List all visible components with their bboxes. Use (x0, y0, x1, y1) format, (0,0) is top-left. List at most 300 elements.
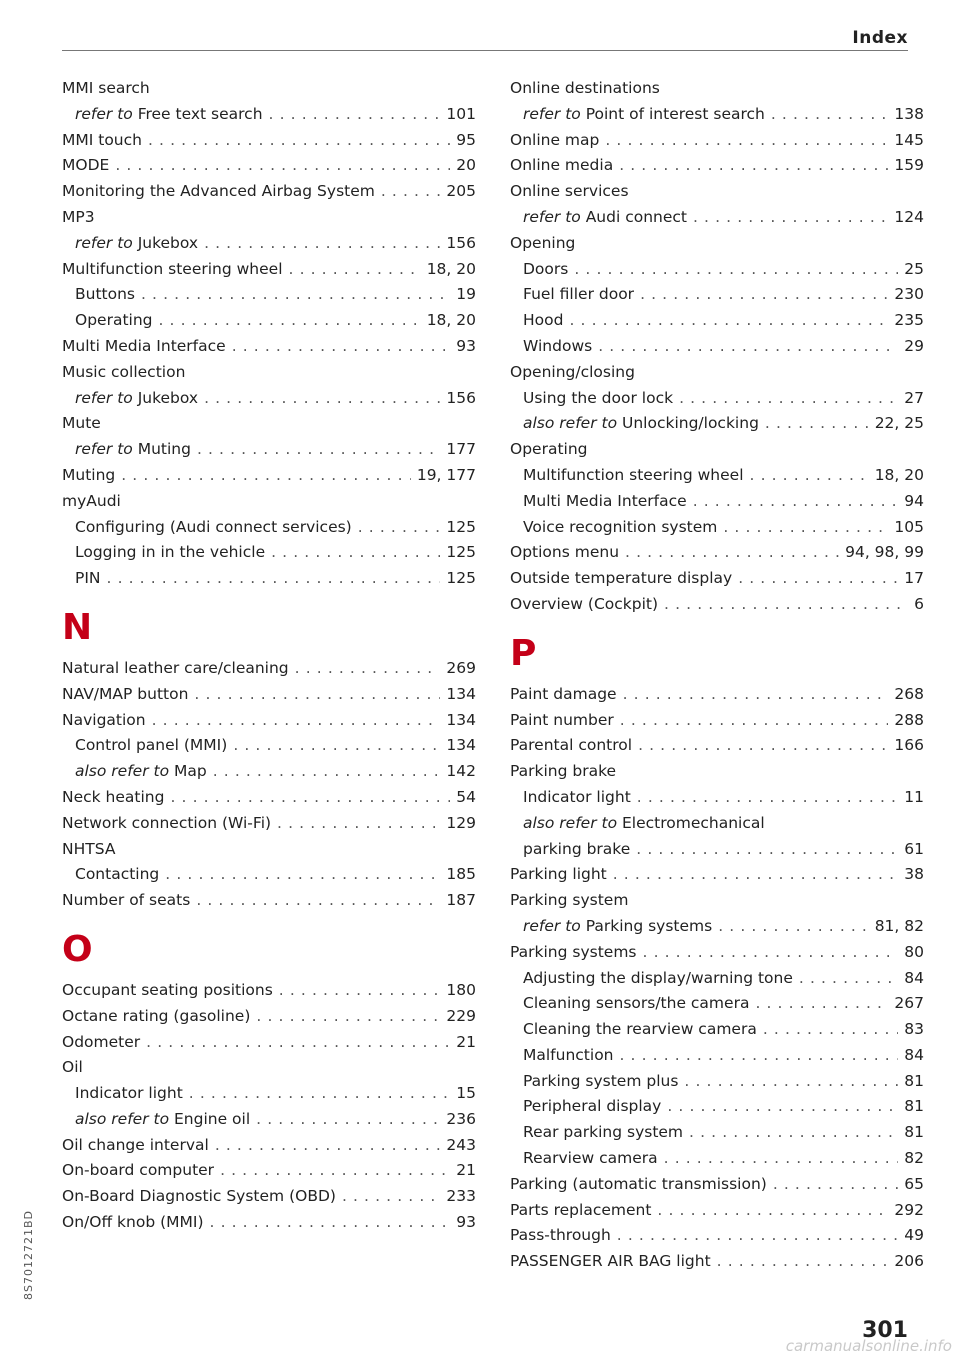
index-subentry (62, 515, 476, 541)
index-entry (62, 76, 476, 102)
index-term (75, 515, 352, 541)
index-term-text: Rear parking system (523, 1123, 684, 1142)
index-term-text: Online services (510, 182, 629, 201)
index-term (62, 360, 185, 386)
index-term (75, 231, 198, 257)
index-term (62, 978, 273, 1004)
index-term-text: Online destinations (510, 79, 660, 97)
index-term (510, 437, 588, 463)
index-page-ref: 138 (894, 104, 924, 123)
index-term (510, 231, 575, 257)
index-subentry (510, 386, 924, 412)
index-term (510, 708, 614, 734)
index-entry (510, 862, 924, 888)
index-term (510, 153, 613, 179)
index-term-text: Jukebox (137, 233, 199, 252)
index-entry (62, 1158, 476, 1184)
index-term-text: Multifunction steering wheel (523, 465, 744, 484)
index-page-ref: 267 (894, 994, 924, 1013)
index-entry (510, 682, 924, 708)
index-term-text: Oil change interval (62, 1135, 209, 1154)
dot-leader (773, 1172, 898, 1198)
index-page-ref: 54 (456, 787, 476, 806)
dot-leader (689, 1120, 898, 1146)
index-subentry (510, 991, 924, 1017)
index-entry (62, 179, 476, 205)
index-term-text: Opening/closing (510, 362, 635, 381)
index-entry (62, 360, 476, 386)
dot-leader (717, 1249, 889, 1275)
index-page-ref: 129 (446, 813, 476, 832)
index-page-ref: 84 (904, 1045, 924, 1064)
index-term (523, 386, 673, 412)
index-page-ref: 156 (446, 388, 476, 407)
index-entry (510, 566, 924, 592)
index-term-text: NAV/MAP button (62, 684, 189, 703)
index-term-text: Parental control (510, 736, 633, 755)
index-term (510, 179, 629, 205)
index-subentry (510, 463, 924, 489)
index-page-ref: 230 (894, 285, 924, 304)
index-page-ref: 233 (446, 1187, 476, 1206)
index-entry (510, 540, 924, 566)
index-entry (62, 463, 476, 489)
index-term-text: Control panel (MMI) (75, 736, 228, 755)
index-term-text: Adjusting the display/warning tone (523, 968, 793, 987)
index-page-ref: 11 (904, 787, 924, 806)
page-header-title: Index (852, 28, 908, 48)
index-term (62, 463, 115, 489)
index-page-ref: 229 (446, 1006, 476, 1025)
index-entry (62, 978, 476, 1004)
index-subentry (62, 540, 476, 566)
dot-leader (342, 1184, 440, 1210)
index-term (523, 1094, 661, 1120)
index-entry (62, 837, 476, 863)
index-term (510, 759, 616, 785)
index-term-text: Odometer (62, 1032, 141, 1051)
index-subentry (62, 733, 476, 759)
dot-leader (620, 708, 889, 734)
index-page-ref: 80 (904, 942, 924, 961)
dot-leader (141, 282, 450, 308)
index-term (523, 1017, 757, 1043)
index-term-text: Point of interest search (585, 104, 765, 123)
index-entry (62, 489, 476, 515)
dot-leader (693, 489, 899, 515)
index-term-text: Parking systems (585, 916, 713, 935)
index-entry (62, 1004, 476, 1030)
index-term-text: Network connection (Wi-Fi) (62, 813, 272, 832)
index-term-text: Hood (523, 311, 564, 330)
index-term (523, 308, 563, 334)
dot-leader (197, 437, 440, 463)
index-term (523, 914, 712, 940)
index-term (75, 282, 135, 308)
index-entry (62, 1055, 476, 1081)
index-subentry (510, 785, 924, 811)
dot-leader (771, 102, 889, 128)
index-subentry (62, 102, 476, 128)
index-page-ref: 49 (904, 1226, 924, 1245)
index-term (62, 656, 289, 682)
index-entry (62, 656, 476, 682)
dot-leader (204, 386, 440, 412)
dot-leader (664, 1146, 899, 1172)
index-term (523, 991, 749, 1017)
index-term (510, 1198, 651, 1224)
dot-leader (170, 785, 450, 811)
index-term-text: Multifunction steering wheel (62, 259, 283, 278)
dot-leader (233, 733, 440, 759)
index-term (510, 592, 658, 618)
index-entry (510, 231, 924, 257)
index-entry (62, 1184, 476, 1210)
index-entry (510, 708, 924, 734)
index-term-text: Buttons (75, 285, 135, 304)
index-term-text: Muting (62, 465, 116, 484)
cross-reference-prefix: refer to (75, 440, 133, 459)
index-entry (510, 179, 924, 205)
index-page-ref: 15 (456, 1084, 476, 1103)
index-page-ref: 177 (446, 440, 476, 459)
index-term (510, 540, 619, 566)
index-term-text: PIN (75, 569, 101, 588)
index-subentry (510, 1146, 924, 1172)
index-term (75, 540, 265, 566)
index-subentry (510, 489, 924, 515)
index-term-text: Parking system (510, 891, 629, 910)
index-page-ref: 84 (904, 968, 924, 987)
index-page-ref: 243 (446, 1135, 476, 1154)
index-term (510, 1249, 711, 1275)
index-term (523, 463, 744, 489)
index-page-ref: 292 (894, 1200, 924, 1219)
index-term (62, 334, 226, 360)
index-term-text: Multi Media Interface (62, 336, 226, 355)
index-subentry (62, 231, 476, 257)
cross-reference-prefix: also refer to (75, 762, 170, 781)
dot-leader (194, 682, 440, 708)
index-term (510, 360, 635, 386)
index-term-text: Windows (523, 336, 593, 355)
dot-leader (723, 515, 888, 541)
index-term-text: On-board computer (62, 1161, 215, 1180)
index-term (75, 437, 191, 463)
index-page-ref: 18, 20 (874, 465, 924, 484)
dot-leader (620, 1043, 899, 1069)
index-entry (510, 592, 924, 618)
index-term-text: Electromechanical (622, 813, 765, 832)
index-page-ref: 125 (446, 517, 476, 536)
dot-leader (213, 759, 441, 785)
index-term (62, 837, 115, 863)
index-subentry (62, 759, 476, 785)
dot-leader (598, 334, 898, 360)
index-term-text: Muting (137, 440, 191, 459)
index-term (523, 814, 765, 832)
index-term (62, 888, 190, 914)
index-subentry (510, 837, 924, 863)
dot-leader (617, 1223, 898, 1249)
index-page-ref: 18, 20 (426, 311, 476, 330)
index-term-text: NHTSA (62, 839, 116, 858)
dot-leader (269, 102, 441, 128)
index-term (523, 489, 687, 515)
index-term (62, 76, 150, 102)
index-entry (510, 733, 924, 759)
dot-leader (159, 308, 421, 334)
index-term-text: Options menu (510, 543, 620, 562)
dot-leader (569, 308, 888, 334)
index-term-text: Map (174, 762, 207, 781)
index-subentry (62, 1081, 476, 1107)
index-entry (510, 153, 924, 179)
index-term-text: Multi Media Interface (523, 491, 687, 510)
index-term-text: Online media (510, 156, 614, 175)
index-term-text: On/Off knob (MMI) (62, 1213, 204, 1232)
index-term-text: Indicator light (75, 1084, 183, 1103)
dot-leader (638, 733, 888, 759)
dot-leader (277, 811, 440, 837)
index-page-ref: 134 (446, 684, 476, 703)
dot-leader (289, 257, 421, 283)
index-term (62, 1210, 204, 1236)
dot-leader (605, 128, 888, 154)
index-term-text: Natural leather care/cleaning (62, 658, 289, 677)
index-page-ref: 268 (894, 684, 924, 703)
dot-leader (152, 708, 441, 734)
dot-leader (279, 978, 441, 1004)
index-term-text: MODE (62, 156, 110, 175)
index-term-text: Cleaning sensors/the camera (523, 994, 750, 1013)
dot-leader (750, 463, 869, 489)
index-term (523, 966, 793, 992)
index-page-ref: 94, 98, 99 (845, 543, 924, 562)
index-page-ref: 81, 82 (874, 916, 924, 935)
index-page-ref: 124 (894, 207, 924, 226)
index-page-ref: 38 (904, 865, 924, 884)
dot-leader (613, 862, 899, 888)
index-entry (510, 437, 924, 463)
section-letter: O (62, 928, 93, 970)
index-term-text: Malfunction (523, 1045, 614, 1064)
index-subentry (510, 308, 924, 334)
index-term-text: Oil (62, 1058, 83, 1077)
dot-leader (210, 1210, 451, 1236)
index-subentry (510, 1043, 924, 1069)
index-term-text: MMI touch (62, 130, 142, 149)
index-term (62, 489, 121, 515)
cross-reference-prefix: also refer to (523, 414, 618, 433)
index-term-text: Music collection (62, 362, 186, 381)
index-page-ref: 101 (446, 104, 476, 123)
dot-leader (574, 257, 898, 283)
cross-reference-prefix: refer to (523, 104, 581, 123)
dot-leader (121, 463, 411, 489)
cross-reference-prefix: refer to (523, 207, 581, 226)
index-term (62, 1184, 336, 1210)
index-subentry (510, 411, 924, 437)
index-term-text: Neck heating (62, 787, 165, 806)
index-term-text: Overview (Cockpit) (510, 594, 659, 613)
index-term-text: Paint number (510, 710, 614, 729)
index-term-text: Number of seats (62, 891, 191, 910)
dot-leader (146, 1030, 450, 1056)
index-term (62, 1004, 250, 1030)
index-page-ref: 83 (904, 1020, 924, 1039)
dot-leader (215, 1133, 441, 1159)
index-term (62, 411, 101, 437)
dot-leader (643, 940, 899, 966)
index-subentry (62, 386, 476, 412)
index-page-ref: 187 (446, 891, 476, 910)
index-page-ref: 156 (446, 233, 476, 252)
section-letter: P (510, 632, 537, 674)
index-entry (510, 128, 924, 154)
index-page-ref: 145 (894, 130, 924, 149)
index-term-text: Paint damage (510, 684, 617, 703)
index-term (62, 1133, 209, 1159)
cross-reference-prefix: also refer to (75, 1109, 170, 1128)
index-subentry (62, 282, 476, 308)
index-term (75, 1107, 250, 1133)
index-term-text: myAudi (62, 491, 121, 510)
index-term (510, 940, 637, 966)
index-entry (62, 128, 476, 154)
index-term-text: Online map (510, 130, 600, 149)
index-term-text: Logging in in the vehicle (75, 543, 266, 562)
index-entry (62, 1030, 476, 1056)
dot-leader (115, 153, 450, 179)
index-term-text: Contacting (75, 865, 160, 884)
index-term-text: Parking light (510, 865, 607, 884)
dot-leader (799, 966, 898, 992)
index-page-ref: 105 (894, 517, 924, 536)
index-term-text: Voice recognition system (523, 517, 718, 536)
index-term-text: MMI search (62, 79, 150, 97)
index-subentry (510, 515, 924, 541)
index-term (523, 334, 592, 360)
index-subentry (62, 308, 476, 334)
index-term-text: Pass-through (510, 1226, 611, 1245)
index-column-left (62, 76, 476, 1236)
index-subentry (510, 257, 924, 283)
dot-leader (738, 566, 898, 592)
index-term-text: Audi connect (585, 207, 687, 226)
document-code: 8S7012721BD (22, 1210, 35, 1300)
index-term (523, 515, 717, 541)
dot-leader (664, 592, 908, 618)
index-term (510, 1172, 767, 1198)
index-entry (510, 1249, 924, 1275)
index-subentry (510, 1094, 924, 1120)
index-term (510, 682, 617, 708)
dot-leader (204, 231, 440, 257)
index-term-text: Free text search (137, 104, 263, 123)
index-term (523, 785, 631, 811)
index-term-text: Outside temperature display (510, 569, 733, 588)
dot-leader (256, 1107, 440, 1133)
section-letter: N (62, 606, 93, 648)
index-term-text: Operating (510, 440, 588, 459)
index-subentry (62, 1107, 476, 1133)
index-term (62, 1158, 214, 1184)
index-term (523, 837, 630, 863)
index-entry (62, 708, 476, 734)
index-term (62, 1055, 83, 1081)
dot-leader (684, 1069, 898, 1095)
index-term-text: Configuring (Audi connect services) (75, 517, 352, 536)
index-page-ref: 29 (904, 336, 924, 355)
index-subentry (62, 437, 476, 463)
index-term-text: Parking (automatic transmission) (510, 1174, 767, 1193)
index-page-ref: 81 (904, 1071, 924, 1090)
cross-reference-prefix: refer to (523, 916, 581, 935)
index-entry (510, 888, 924, 914)
index-term (75, 733, 227, 759)
index-subentry (510, 811, 924, 837)
index-entry (62, 785, 476, 811)
index-page-ref: 27 (904, 388, 924, 407)
index-entry (510, 1172, 924, 1198)
index-column-right (510, 76, 924, 1275)
index-term (510, 1223, 611, 1249)
index-term-text: Indicator light (523, 787, 631, 806)
index-subentry (510, 1120, 924, 1146)
dot-leader (637, 785, 898, 811)
index-page-ref: 25 (904, 259, 924, 278)
dot-leader (165, 862, 440, 888)
index-term-text: Navigation (62, 710, 146, 729)
index-term-text: On-Board Diagnostic System (OBD) (62, 1187, 336, 1206)
index-page-ref: 19, 177 (416, 465, 476, 484)
dot-leader (358, 515, 441, 541)
page-number: 301 (862, 1318, 908, 1343)
index-term (523, 257, 568, 283)
index-term-text: Rearview camera (523, 1149, 658, 1168)
index-page-ref: 65 (904, 1174, 924, 1193)
index-term (510, 76, 660, 102)
index-subentry (510, 102, 924, 128)
dot-leader (625, 540, 839, 566)
dot-leader (232, 334, 451, 360)
index-page-ref: 206 (894, 1252, 924, 1271)
index-page-ref: 142 (446, 762, 476, 781)
index-page-ref: 95 (456, 130, 476, 149)
index-term-text: Occupant seating positions (62, 980, 273, 999)
index-entry (510, 759, 924, 785)
dot-leader (657, 1198, 888, 1224)
index-subentry (510, 282, 924, 308)
index-subentry (510, 966, 924, 992)
index-term-text: Parking system plus (523, 1071, 679, 1090)
index-term (75, 102, 263, 128)
index-term (62, 153, 109, 179)
dot-leader (619, 153, 888, 179)
cross-reference-prefix: refer to (75, 104, 133, 123)
dot-leader (148, 128, 450, 154)
index-term (523, 1120, 683, 1146)
header-divider (62, 50, 908, 51)
index-term (523, 1146, 658, 1172)
index-page-ref: 94 (904, 491, 924, 510)
index-term-text: MP3 (62, 207, 95, 226)
index-term (62, 785, 164, 811)
index-term-text: parking brake (523, 839, 631, 858)
index-term-text: Doors (523, 259, 569, 278)
index-page-ref: 235 (894, 311, 924, 330)
